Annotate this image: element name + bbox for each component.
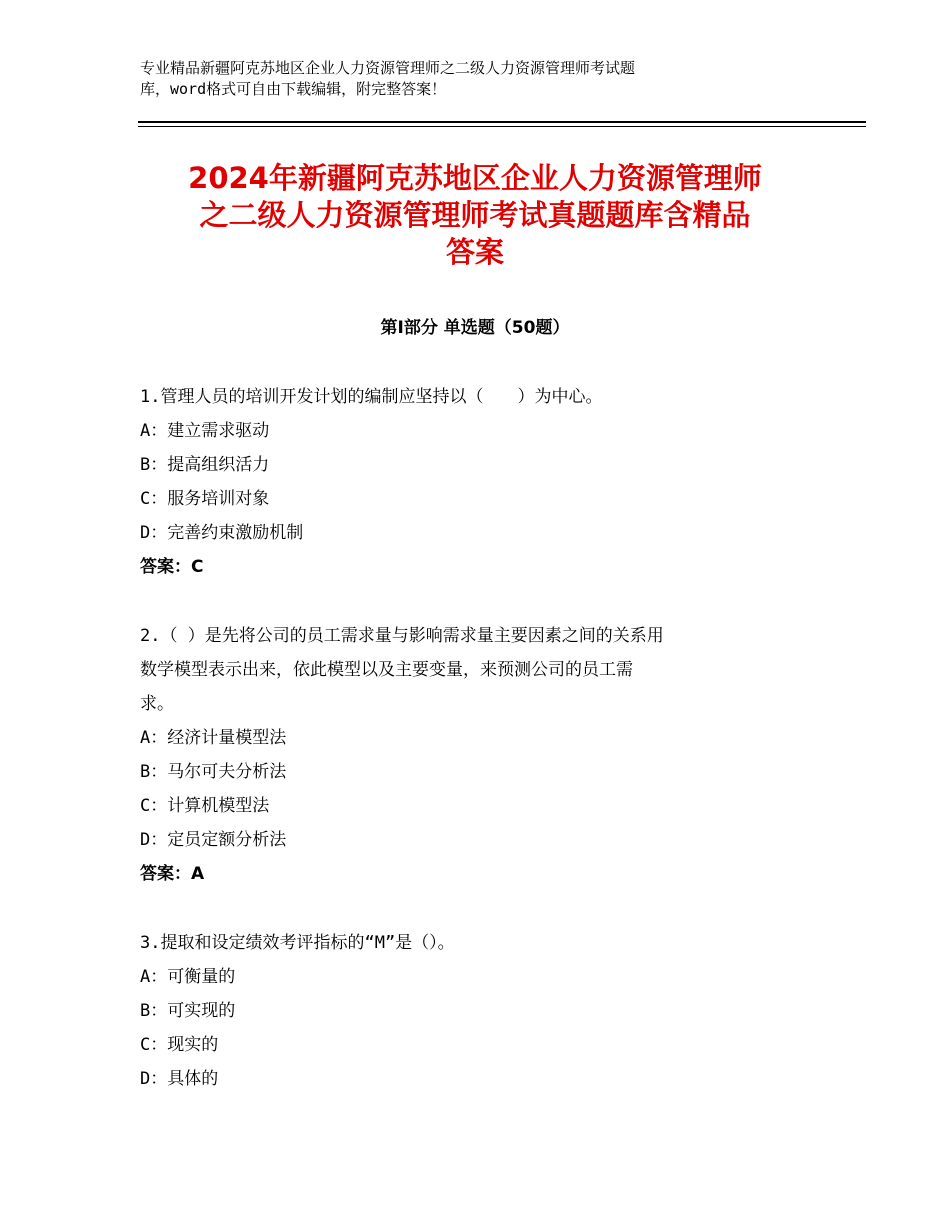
question-2 [140,619,820,891]
option-b: B：马尔可夫分析法 [140,762,287,782]
option-b: B：提高组织活力 [140,455,270,475]
question-stem: 3.提取和设定绩效考评指标的“M”是（）。 [140,933,455,953]
section-heading: 第Ⅰ部分 单选题（50题） [380,318,570,338]
title-line-2: 之二级人力资源管理师考试真题题库含精品 [199,198,751,232]
option-d: D：具体的 [140,1069,219,1089]
option-d: D：完善约束激励机制 [140,523,304,543]
question-stem: 1.管理人员的培训开发计划的编制应坚持以（ ）为中心。 [140,387,603,407]
option-d: D：定员定额分析法 [140,830,287,850]
option-a: A：建立需求驱动 [140,421,270,441]
answer-key: 答案：C [140,557,204,577]
title-line-3: 答案 [445,235,504,269]
header-rule-thin [138,126,866,127]
header-note-line-1: 专业精品新疆阿克苏地区企业人力资源管理师之二级人力资源管理师考试题 [140,59,636,77]
option-c: C：现实的 [140,1035,219,1055]
option-c: C：计算机模型法 [140,796,270,816]
question-stem-line-3: 求。 [140,694,174,714]
answer-key: 答案：A [140,864,205,884]
header-note-line-2: 库，word格式可自由下载编辑，附完整答案！ [140,80,447,98]
question-stem-line-1: 2.（ ）是先将公司的员工需求量与影响需求量主要因素之间的关系用 [140,626,664,646]
document-header-note [140,58,780,100]
document-title [120,160,830,271]
title-line-1: 2024年新疆阿克苏地区企业人力资源管理师 [188,161,762,195]
option-b: B：可实现的 [140,1001,236,1021]
question-1 [140,380,820,584]
header-rule-thick [138,121,866,123]
option-a: A：经济计量模型法 [140,728,287,748]
question-3 [140,926,820,1096]
question-stem-line-2: 数学模型表示出来，依此模型以及主要变量，来预测公司的员工需 [140,660,633,680]
option-a: A：可衡量的 [140,967,236,987]
option-c: C：服务培训对象 [140,489,270,509]
